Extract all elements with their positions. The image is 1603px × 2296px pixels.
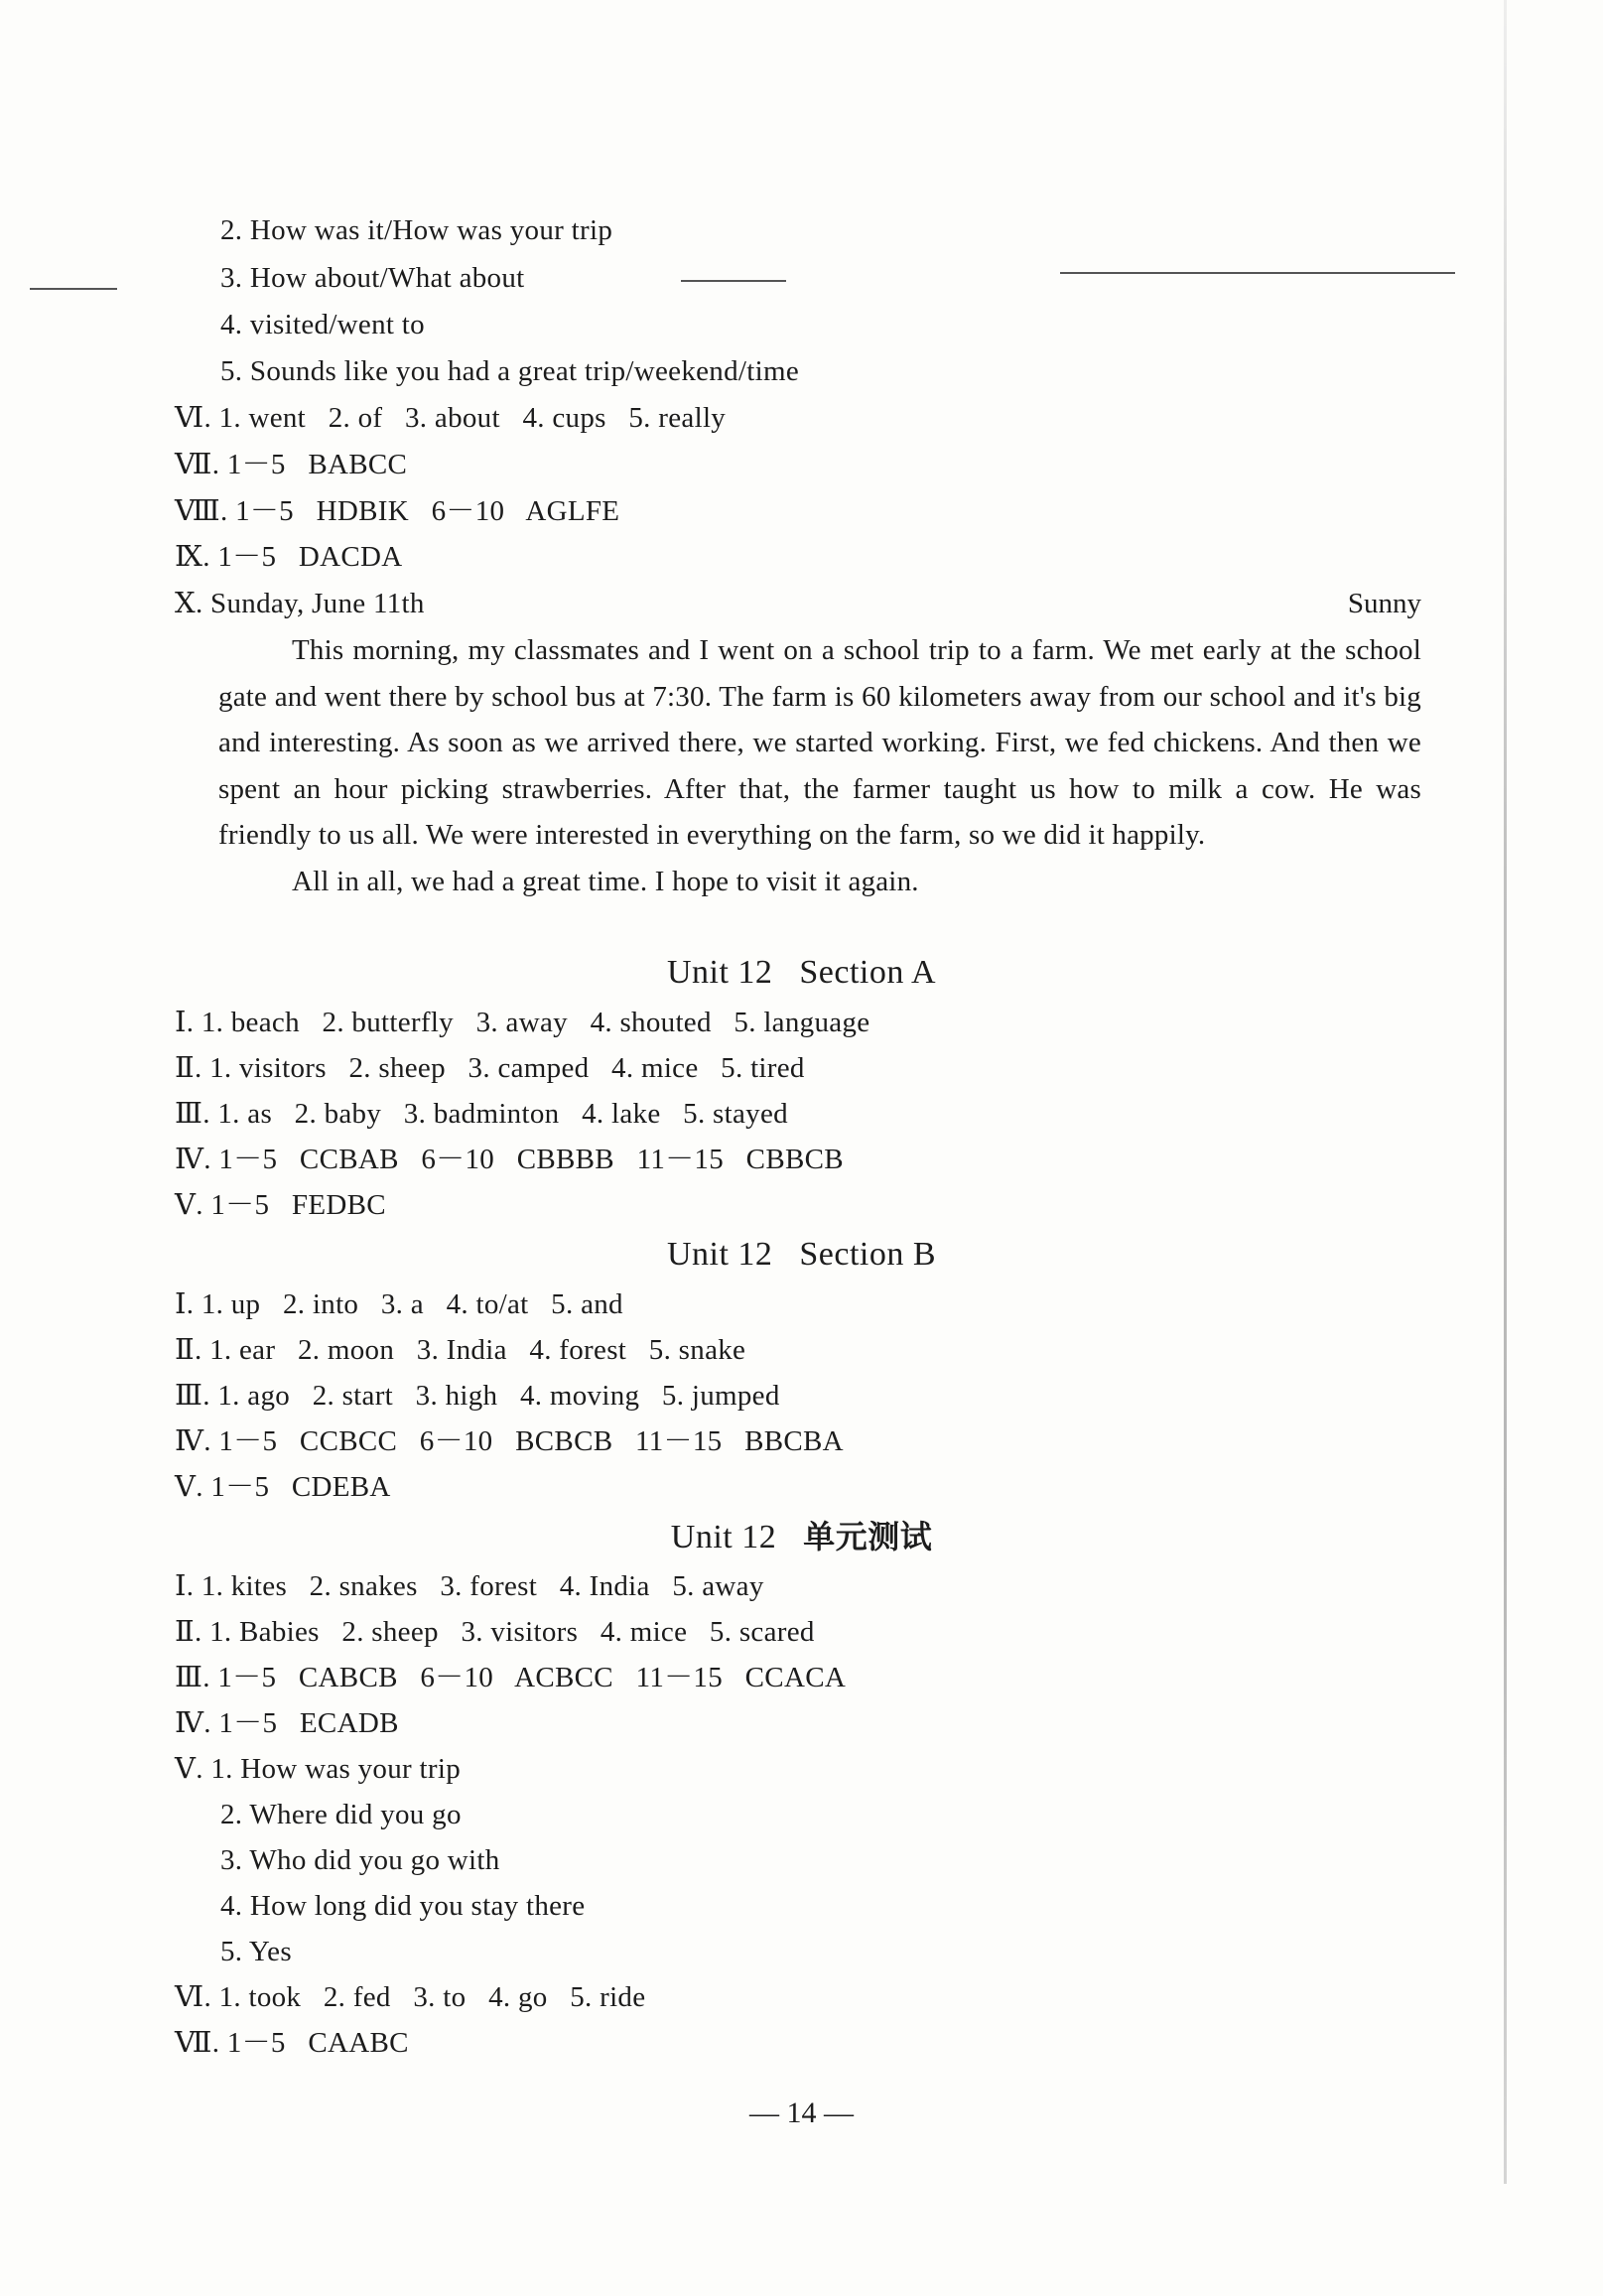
answer-line: Ⅳ. 1－5 CCBCC 6－10 BCBCB 11－15 BBCBA (175, 1425, 844, 1457)
answer-line: 3. Who did you go with (220, 1844, 500, 1876)
answer-line: Ⅵ. 1. took 2. fed 3. to 4. go 5. ride (175, 1981, 646, 2013)
answer-line: Ⅰ. 1. kites 2. snakes 3. forest 4. India 5. away (175, 1570, 764, 1602)
answer-line: Ⅰ. 1. beach 2. butterfly 3. away 4. shouted 5. language (175, 1007, 870, 1038)
answer-line: Ⅴ. 1. How was your trip (175, 1753, 462, 1785)
answer-line: Ⅲ. 1. as 2. baby 3. badminton 4. lake 5. stayed (175, 1098, 788, 1130)
answer-line: Ⅵ. 1. went 2. of 3. about 4. cups 5. really (175, 402, 727, 434)
answer-line: 5. Sounds like you had a great trip/weekend/time (220, 355, 799, 387)
answer-line: Ⅴ. 1－5 CDEBA (175, 1471, 391, 1503)
answer-line: Ⅱ. 1. ear 2. moon 3. India 4. forest 5. snake (175, 1334, 746, 1366)
essay-date: Ⅹ. Sunday, June 11th (175, 588, 425, 619)
heading-unit-test: 单元测试 (803, 1518, 933, 1555)
answer-line: Ⅸ. 1－5 DACDA (175, 541, 403, 573)
answer-line: Ⅶ. 1－5 CAABC (175, 2027, 409, 2059)
answer-line: 2. Where did you go (220, 1799, 462, 1830)
answer-line: Ⅷ. 1－5 HDBIK 6－10 AGLFE (175, 495, 620, 527)
answer-line: Ⅱ. 1. visitors 2. sheep 3. camped 4. mice 5. tired (175, 1052, 805, 1084)
section-heading (0, 1517, 1603, 1557)
answer-line: Ⅰ. 1. up 2. into 3. a 4. to/at 5. and (175, 1288, 623, 1320)
heading-unit: Unit 12 (670, 1519, 777, 1555)
scan-edge-shadow (1504, 0, 1507, 2184)
answer-line: Ⅶ. 1－5 BABCC (175, 449, 408, 480)
essay-paragraph: All in all, we had a great time. I hope to visit it again. (292, 865, 919, 897)
scan-rule-left (30, 288, 117, 290)
section-heading: Unit 12 Section B (666, 1236, 937, 1273)
answer-line: Ⅳ. 1－5 CCBAB 6－10 CBBBB 11－15 CBBCB (175, 1144, 844, 1175)
answer-line: Ⅲ. 1－5 CABCB 6－10 ACBCC 11－15 CCACA (175, 1662, 847, 1693)
essay-paragraph: This morning, my classmates and I went on a school trip to a farm. We met early at the school gate and went there by school bus at 7:30. The farm is 60 kilometers away from our school and it's big and interesting. As soon as we arrived there, we started working. First, we fed chickens. And then we spent an hour picking strawberries. After that, the farmer taught us how to milk a cow. He was friendly to us all. We were interested in everything on the farm, so we did it happily. (218, 634, 1421, 851)
answer-line: 2. How was it/How was your trip (220, 214, 613, 246)
answer-line: 5. Yes (220, 1936, 292, 1967)
essay-body (218, 627, 1421, 904)
answer-line: 4. visited/went to (220, 309, 425, 340)
answer-line: Ⅲ. 1. ago 2. start 3. high 4. moving 5. jumped (175, 1380, 780, 1412)
page-number: — 14 — (749, 2096, 854, 2129)
section-heading: Unit 12 Section A (666, 954, 937, 991)
essay-weather: Sunny (1347, 588, 1421, 619)
answer-line: 3. How about/What about (220, 262, 525, 294)
answer-line: 4. How long did you stay there (220, 1890, 586, 1922)
answer-line: Ⅴ. 1－5 FEDBC (175, 1189, 386, 1221)
answer-line: Ⅱ. 1. Babies 2. sheep 3. visitors 4. mice 5. scared (175, 1616, 815, 1648)
answer-line: Ⅳ. 1－5 ECADB (175, 1707, 399, 1739)
scan-rule-right (1060, 272, 1455, 274)
scan-rule-mid (681, 280, 786, 282)
